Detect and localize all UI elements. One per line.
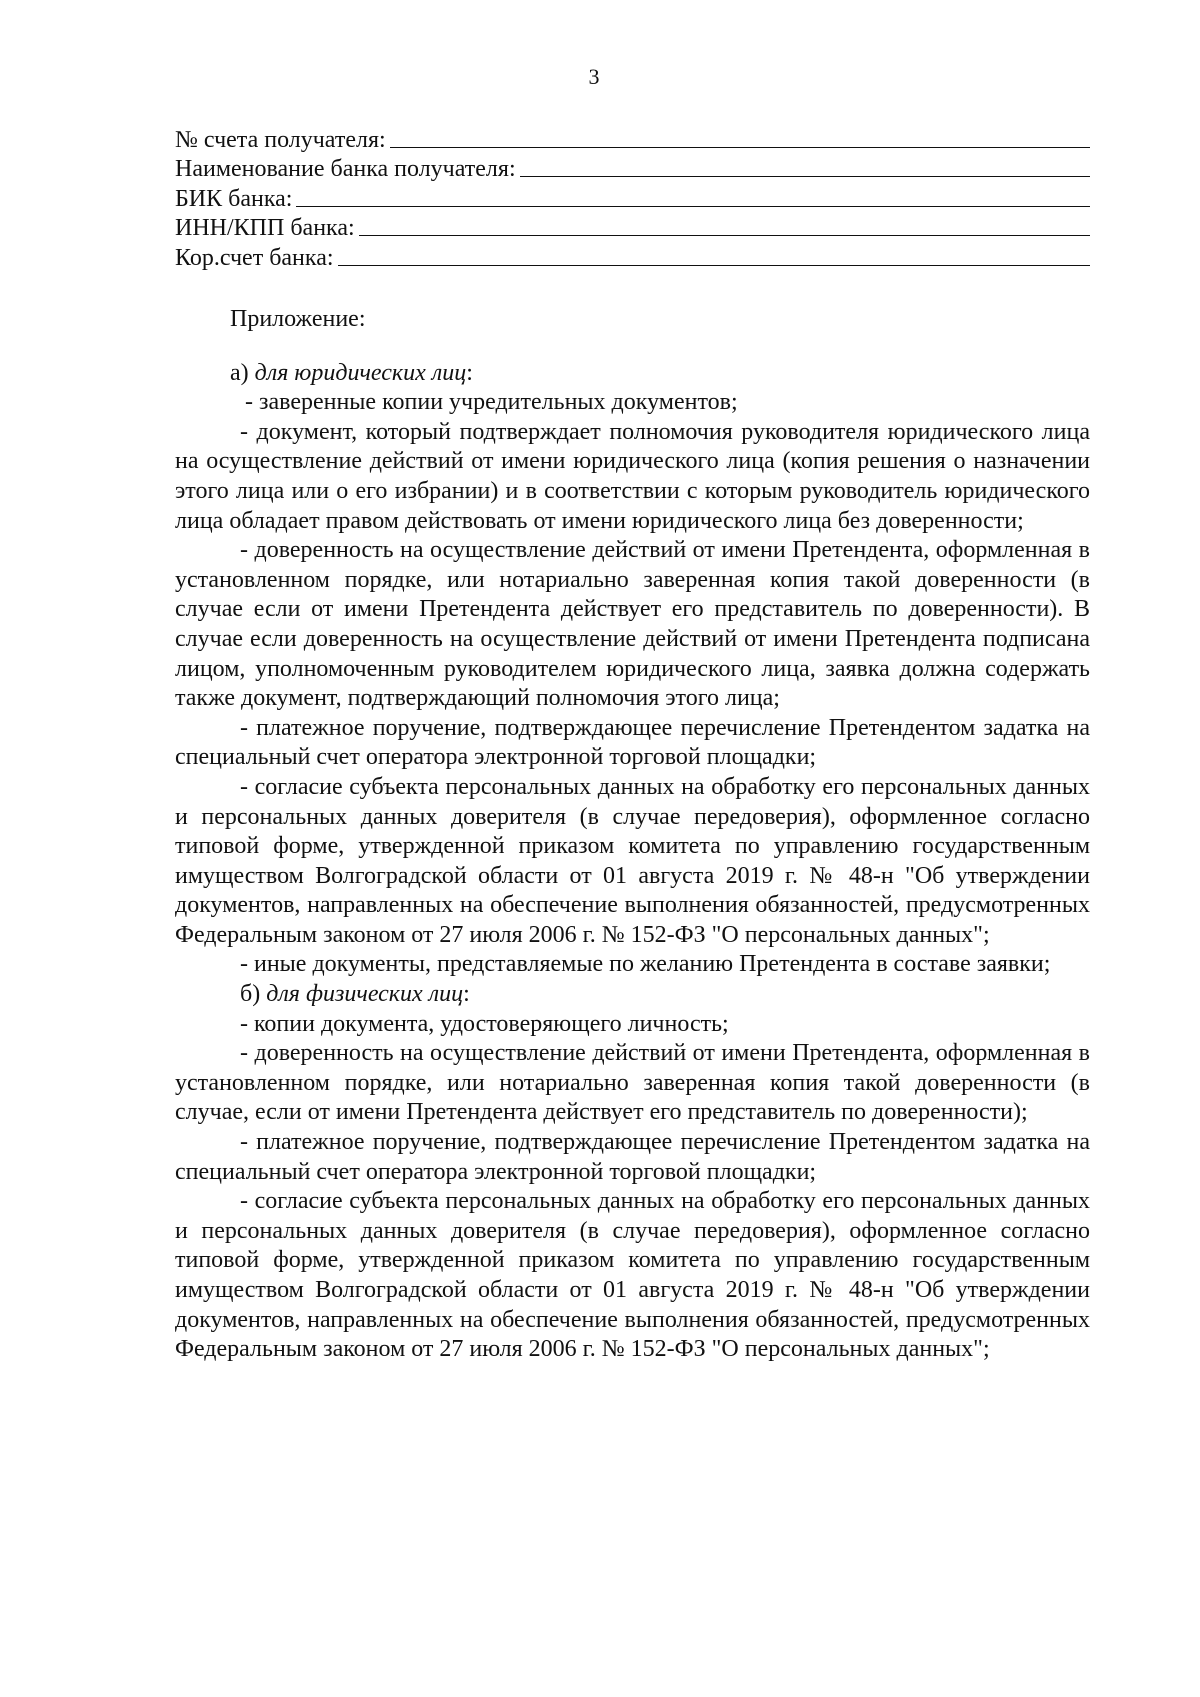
requisite-label: БИК банка:	[175, 185, 293, 212]
requisite-corr-account	[175, 242, 1090, 272]
list-letter: а)	[230, 359, 249, 386]
list-item: - платежное поручение, подтверждающее перечисление Претендентом задатка на специальный счет оператора электронной торговой площадки;	[175, 714, 1090, 771]
list-item: - иные документы, представляемые по желанию Претендента в составе заявки;	[240, 951, 1051, 978]
list-colon: :	[466, 359, 473, 386]
requisite-bik	[175, 183, 1090, 213]
list-letter: б)	[240, 981, 261, 1008]
list-item: - документ, который подтверждает полномочия руководителя юридического лица на осуществление действий от имени юридического лица (копия решения о назначении этого лица или о его избрании) и в соответствии с которым руководитель юридического лица обладает правом действовать от имени юридического лица без доверенности;	[175, 418, 1090, 534]
requisite-label: Наименование банка получателя:	[175, 156, 516, 182]
page-number: 3	[588, 64, 600, 89]
legal-entities-heading	[175, 359, 1090, 389]
list-item: - доверенность на осуществление действий от имени Претендента, оформленная в установленном порядке, или нотариально заверенная копия такой доверенности (в случае, если от имени Претендента действует его представитель по доверенности);	[175, 1040, 1090, 1126]
list-item: - доверенность на осуществление действий от имени Претендента, оформленная в установленном порядке, или нотариально заверенная копия такой доверенности (в случае если от имени Претендента действует его представитель по доверенности). В случае если доверенность на осуществление действий от имени Претендента подписана лицом, уполномоченным руководителем юридического лица, заявка должна содержать также документ, подтверждающий полномочия этого лица;	[175, 537, 1090, 712]
blank-fill-line	[296, 206, 1090, 207]
requisite-inn-kpp	[175, 213, 1090, 243]
list-item: - платежное поручение, подтверждающее перечисление Претендентом задатка на специальный счет оператора электронной торговой площадки;	[175, 1129, 1090, 1185]
requisite-label: № счета получателя:	[175, 126, 386, 153]
appendix-heading: Приложение:	[230, 306, 366, 332]
blank-fill-line	[390, 147, 1090, 148]
list-item: - согласие субъекта персональных данных на обработку его персональных данных и персональных данных доверителя (в случае передоверия), оформленное согласно типовой форме, утвержденной приказом комитета по управлению государственным имуществом Волгоградской области от 01 августа 2019 г. № 48-н "Об утверждении документов, направленных на обеспечение выполнения обязанностей, предусмотренных Федеральным законом от 27 июля 2006 г. № 152-ФЗ "О персональных данных";	[175, 773, 1090, 948]
requisite-account-number	[175, 124, 1090, 154]
list-title: для физических лиц	[266, 981, 464, 1008]
list-item: - согласие субъекта персональных данных на обработку его персональных данных и персональных данных доверителя (в случае передоверия), оформленное согласно типовой форме, утвержденной приказом комитета по управлению государственным имуществом Волгоградской области от 01 августа 2019 г. № 48-н "Об утверждении документов, направленных на обеспечение выполнения обязанностей, предусмотренных Федеральным законом от 27 июля 2006 г. № 152-ФЗ "О персональных данных";	[175, 1188, 1090, 1363]
blank-fill-line	[520, 176, 1090, 177]
requisite-label: ИНН/КПП банка:	[175, 215, 355, 241]
requisite-label: Кор.счет банка:	[175, 244, 334, 271]
list-item: - заверенные копии учредительных документов;	[245, 389, 738, 416]
requisite-bank-name	[175, 154, 1090, 184]
blank-fill-line	[359, 235, 1090, 236]
list-item: - копии документа, удостоверяющего личность;	[240, 1010, 729, 1037]
list-title: для юридических лиц	[254, 359, 467, 386]
blank-fill-line	[338, 265, 1090, 266]
individuals-heading	[175, 980, 1090, 1010]
bank-requisites	[175, 124, 1090, 272]
list-colon: :	[463, 981, 470, 1008]
appendix-section	[175, 305, 1090, 1365]
